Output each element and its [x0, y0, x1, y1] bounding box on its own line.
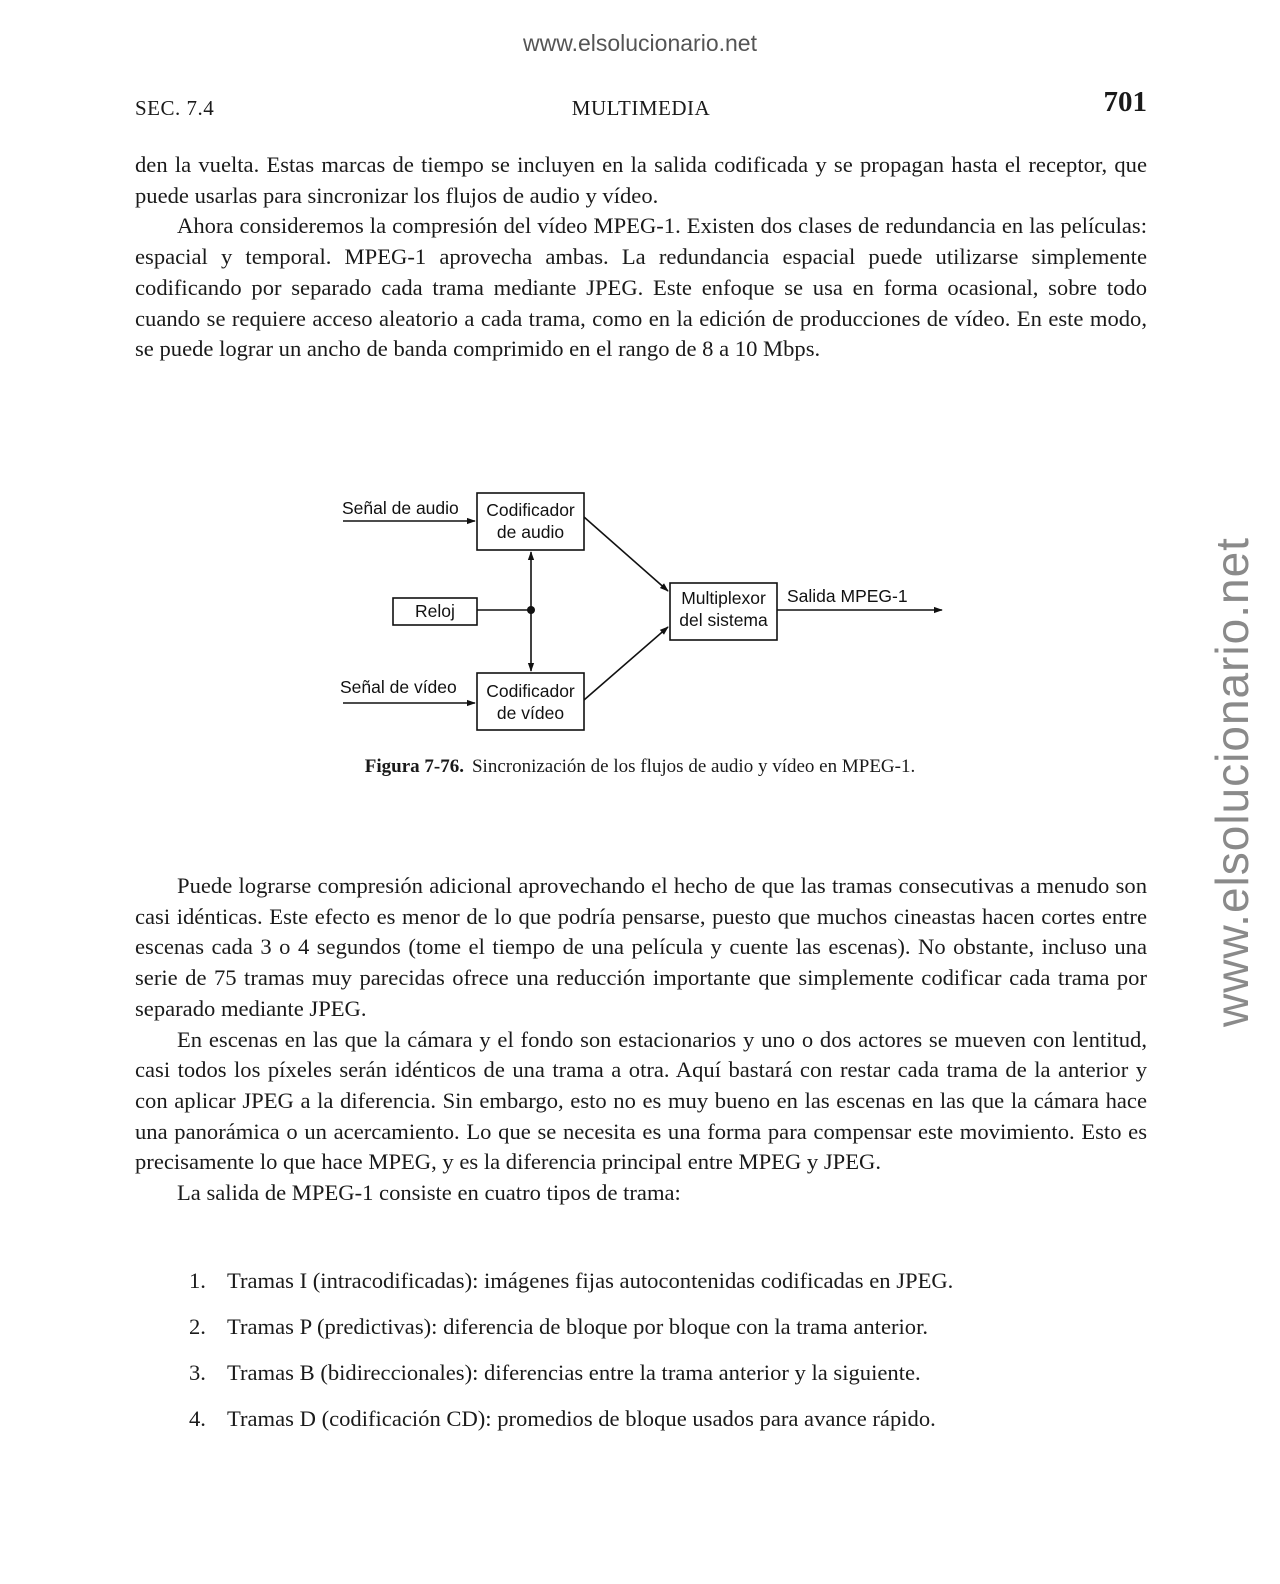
list-number: 2. — [189, 1314, 206, 1339]
multiplexor-label — [670, 587, 777, 631]
list-text: Tramas I (intracodificadas): imágenes fijas autocontenidas codificadas en JPEG. — [227, 1268, 954, 1293]
list-number: 3. — [189, 1360, 206, 1385]
paragraph: En escenas en las que la cámara y el fondo son estacionarios y uno o dos actores se mueven con lentitud, casi todos los píxeles serán idénticos de una trama a otra. Aquí bastará con restar cada trama de la anterior y con aplicar JPEG a la diferencia. Sin embargo, esto no es muy bueno en las escenas en las que la cámara hace una panorámica o un acercamiento. Lo que se necesita es una forma para compensar este movimiento. Esto es precisamente lo que hace MPEG, y es la diferencia principal entre MPEG y JPEG. — [135, 1026, 1147, 1175]
frame-types-list — [135, 1266, 1147, 1450]
video-encoder-line1: Codificador — [486, 681, 575, 701]
figure-caption — [0, 756, 1280, 778]
body-text-bottom — [135, 871, 1147, 1209]
caption-label: Figura 7-76. — [364, 756, 464, 777]
list-text: Tramas D (codificación CD): promedios de bloque usados para avance rápido. — [227, 1406, 936, 1431]
list-number: 4. — [189, 1406, 206, 1431]
multiplexor-line1: Multiplexor — [681, 588, 766, 608]
video-encoder-line2: de vídeo — [496, 703, 565, 723]
list-item — [135, 1358, 1147, 1404]
audio-encoder-line2: de audio — [496, 522, 565, 542]
list-item — [135, 1404, 1147, 1450]
list-text: Tramas P (predictivas): diferencia de bloque por bloque con la trama anterior. — [227, 1314, 929, 1339]
list-item — [135, 1312, 1147, 1358]
list-text: Tramas B (bidireccionales): diferencias entre la trama anterior y la siguiente. — [227, 1360, 921, 1385]
paragraph: den la vuelta. Estas marcas de tiempo se incluyen en la salida codificada y se propagan hasta el receptor, que puede usarlas para sincronizar los flujos de audio y vídeo. — [135, 152, 1147, 208]
clock-label: Reloj — [415, 601, 455, 621]
paragraph: La salida de MPEG-1 consiste en cuatro tipos de trama: — [177, 1180, 681, 1206]
watermark-side: www.elsolucionario.net — [1206, 537, 1258, 1027]
output-label: Salida MPEG-1 — [787, 586, 908, 606]
chapter-title: MULTIMEDIA — [571, 96, 711, 120]
audio-encoder-label — [477, 499, 584, 543]
caption-text: Sincronización de los flujos de audio y vídeo en MPEG-1. — [471, 756, 916, 777]
paragraph: Ahora consideremos la compresión del vídeo MPEG-1. Existen dos clases de redundancia en las películas: espacial y temporal. MPEG-1 aprovecha ambas. La redundancia espacial puede utilizarse simplemente codificando por separado cada trama mediante JPEG. Este enfoque se usa en forma ocasional, sobre todo cuando se requiere acceso aleatorio a cada trama, como en la edición de producciones de vídeo. En este modo, se puede lograr un ancho de banda comprimido en el rango de 8 a 10 Mbps. — [135, 213, 1147, 362]
section-label: SEC. 7.4 — [135, 96, 215, 120]
list-number: 1. — [189, 1268, 206, 1293]
video-signal-label: Señal de vídeo — [340, 677, 457, 697]
audio-to-mux-arrow — [584, 517, 668, 591]
watermark-top: www.elsolucionario.net — [523, 30, 757, 56]
audio-encoder-line1: Codificador — [486, 500, 575, 520]
list-item — [135, 1266, 1147, 1312]
multiplexor-line2: del sistema — [679, 610, 768, 630]
paragraph: Puede lograrse compresión adicional aprovechando el hecho de que las tramas consecutivas a menudo son casi idénticas. Este efecto es menor de lo que podría pensarse, puesto que muchos cineastas hacen cortes entre escenas cada 3 o 4 segundos (tome el tiempo de una película y cuente las escenas). No obstante, incluso una serie de 75 tramas muy parecidas ofrece una reducción importante que simplemente codificar cada trama por separado mediante JPEG. — [135, 873, 1147, 1021]
video-encoder-label — [477, 680, 584, 724]
page-number: 701 — [1103, 86, 1147, 118]
clock-junction-dot — [527, 606, 535, 614]
audio-signal-label: Señal de audio — [342, 498, 459, 518]
video-to-mux-arrow — [584, 627, 668, 700]
